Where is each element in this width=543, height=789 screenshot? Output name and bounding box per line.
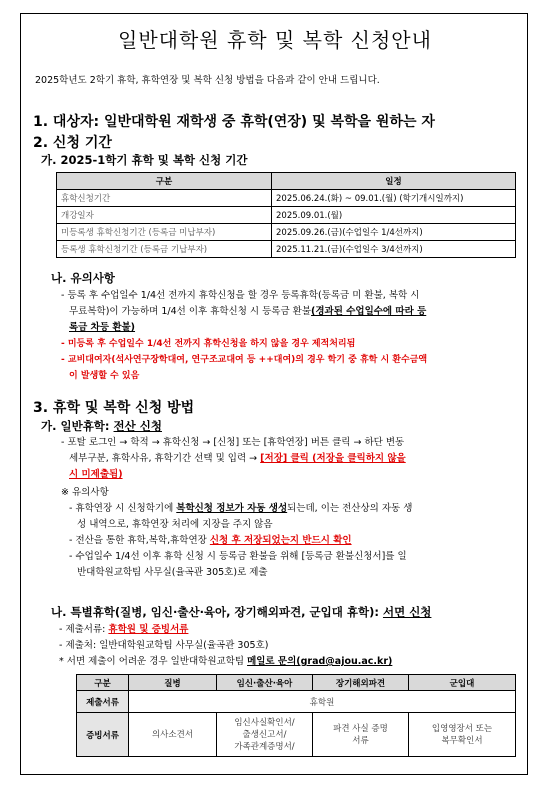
table-row: [57, 224, 516, 241]
table-cell: 2025.09.26.(금)(수업일수 1/4선까지): [272, 224, 516, 241]
table-cell: 등록생 휴학신청기간 (등록금 기납부자): [57, 241, 272, 258]
step-text: 세부구분, 휴학사유, 휴학기간 선택 및 입력 →: [69, 453, 261, 464]
table-row: [57, 207, 516, 224]
caution-line: 반대학원교학팀 사무실(율곡관 305호)로 제출: [77, 567, 268, 578]
heading-emphasis: 전산 신청: [113, 419, 162, 433]
section-3b-heading: [51, 604, 431, 620]
step-line: 시 미제출됨): [69, 469, 123, 480]
special-emphasis: 휴학원 및 증빙서류: [108, 624, 189, 635]
special-emphasis: 메일로 문의(grad@ajou.ac.kr): [247, 656, 393, 667]
step-line: - 포탈 로그인 → 학적 → 휴학신청 → [신청] 또는 [휴학연장] 버튼 클릭 → 하단 변동: [61, 437, 405, 448]
table-cell: 임신사실확인서/ 출생신고서/ 가족관계증명서/: [217, 713, 313, 757]
table-header-cell: 구분: [77, 675, 129, 691]
caution-text: - 휴학연장 시 신청학기에: [69, 503, 177, 514]
caution-emphasis: 신청 후 저장되었는지 반드시 확인: [209, 535, 352, 546]
caution-line: - 수업일수 1/4선 이후 휴학 신청 시 등록금 환불을 위해 [등록금 환불신청서]를 일: [69, 551, 407, 562]
table-row-label: 증빙서류: [77, 713, 129, 757]
caution-text: - 전산을 통한 휴학,복학,휴학연장: [69, 535, 210, 546]
table-cell: 2025.11.21.(금)(수업일수 3/4선까지): [272, 241, 516, 258]
section-2b-heading: 나. 유의사항: [51, 271, 115, 285]
intro-text: 2025학년도 2학기 휴학, 휴학연장 및 복학 신청 방법을 다음과 같이 안내 드립니다.: [35, 75, 380, 86]
note-text: 무료복학)이 가능하며 1/4선 이후 휴학신청 시 등록금 환불: [69, 306, 312, 317]
table-cell: 2025.09.01.(월): [272, 207, 516, 224]
table-header-cell: 일정: [272, 173, 516, 190]
warning-line: - 교비대여자(석사연구장학대여, 연구조교대여 등 ++대여)의 경우 학기 중 휴학 시 환수금액: [61, 355, 428, 365]
section-2-heading: 2. 신청 기간: [33, 135, 112, 151]
heading-text: 나. 특별휴학(질병, 임신·출산·육아, 장기해외파견, 군입대 휴학):: [51, 605, 383, 619]
special-block: [59, 622, 519, 670]
documents-table: [76, 674, 516, 757]
table-header-row: [57, 173, 516, 190]
page-title: 일반대학원 휴학 및 복학 신청안내: [118, 28, 432, 52]
steps-block: [61, 435, 521, 483]
step-line: [61, 451, 521, 467]
caution-text: 되는데, 이는 전산상의 자동 생: [287, 503, 413, 514]
table-cell: 개강일자: [57, 207, 272, 224]
step-emphasis: [저장] 클릭 (저장을 클릭하지 않을: [260, 453, 406, 464]
heading-emphasis: 서면 신청: [382, 605, 432, 619]
caution-block: [61, 485, 521, 581]
warning-line: - 미등록 후 수업일수 1/4선 전까지 휴학신청을 하지 않을 경우 제적처리됨: [61, 339, 356, 349]
table-header-cell: 질병: [129, 675, 217, 691]
table-header-cell: 군입대: [409, 675, 516, 691]
note-line: [61, 304, 521, 320]
table-cell: 미등록생 휴학신청기간 (등록금 미납부자): [57, 224, 272, 241]
special-line: - 제출처: 일반대학원교학팀 사무실(율곡관 305호): [59, 640, 269, 651]
table-header-cell: 구분: [57, 173, 272, 190]
caution-line: 성 내역으로, 휴학연장 처리에 지장을 주지 않음: [77, 519, 273, 530]
schedule-table: [56, 172, 516, 258]
caution-line: [61, 533, 521, 549]
table-cell: 의사소견서: [129, 713, 217, 757]
table-cell: 휴학원: [129, 691, 516, 713]
special-text: - 제출서류:: [59, 624, 109, 635]
caution-line: [61, 501, 521, 517]
note-emphasis: (경과된 수업일수에 따라 등: [311, 306, 427, 317]
section-3a-heading: [41, 418, 162, 434]
caution-heading: ※ 유의사항: [61, 487, 109, 498]
notice-frame: [20, 13, 528, 775]
table-row-label: 제출서류: [77, 691, 129, 713]
table-cell: 2025.06.24.(화) ~ 09.01.(월) (학기개시일까지): [272, 190, 516, 207]
warning-line: 이 발생할 수 있음: [69, 371, 140, 381]
caution-emphasis: 복학신청 정보가 자동 생성: [176, 503, 288, 514]
table-cell: 입영영장서 또는 복무확인서: [409, 713, 516, 757]
table-row: [77, 691, 516, 713]
section-1-heading: 1. 대상자: 일반대학원 재학생 중 휴학(연장) 및 복학을 원하는 자: [33, 114, 435, 130]
table-cell: 파견 사실 증명 서류: [313, 713, 409, 757]
notes-block: [61, 288, 521, 384]
table-header-cell: 장기해외파견: [313, 675, 409, 691]
note-line: 록금 차등 환불): [69, 322, 136, 333]
special-line: [59, 654, 519, 670]
table-row: [57, 241, 516, 258]
table-header-row: [77, 675, 516, 691]
table-cell: 휴학신청기간: [57, 190, 272, 207]
table-row: [77, 713, 516, 757]
special-line: [59, 622, 519, 638]
table-row: [57, 190, 516, 207]
table-header-cell: 임신·출산·육아: [217, 675, 313, 691]
section-3-heading: 3. 휴학 및 복학 신청 방법: [33, 400, 195, 416]
special-text: * 서면 제출이 어려운 경우 일반대학원교학팀: [59, 656, 248, 667]
note-line: - 등록 후 수업일수 1/4선 전까지 휴학신청을 할 경우 등록휴학(등록금 미 환불, 복학 시: [61, 290, 420, 301]
section-2a-heading: 가. 2025-1학기 휴학 및 복학 신청 기간: [41, 153, 248, 167]
heading-text: 가. 일반휴학:: [41, 419, 114, 433]
